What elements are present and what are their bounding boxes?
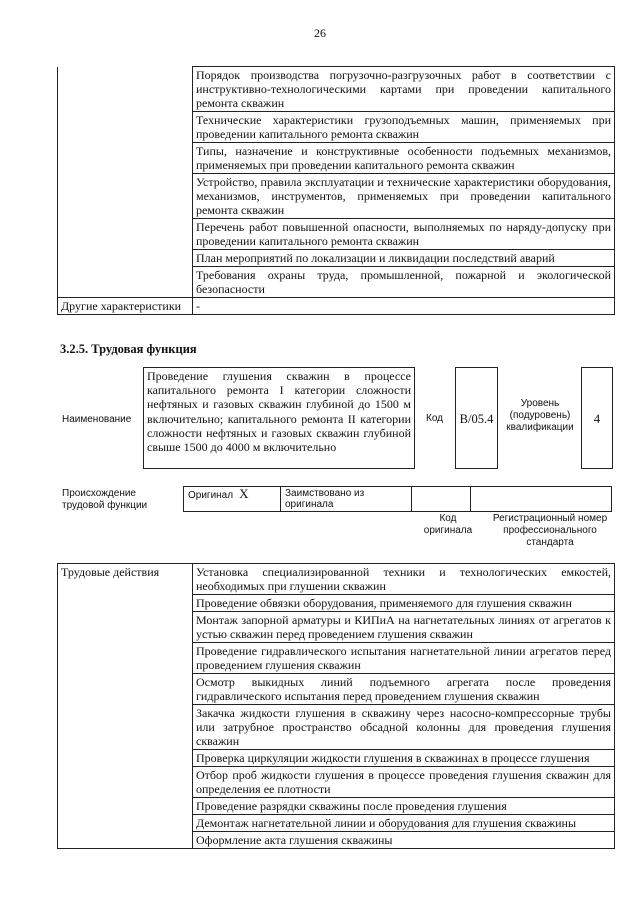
table-left-cell: [58, 67, 193, 298]
code-original-label: Код оригинала: [423, 513, 473, 536]
table-cell: Отбор проб жидкости глушения в процессе проведения глушения скважин для определения ее плотности: [193, 767, 615, 798]
table-cell: Проведение разрядки скважины после проведения глушения: [193, 798, 615, 815]
table-cell: Перечень работ повышенной опасности, выполняемых по наряду-допуску при проведении капитального ремонта скважин: [193, 219, 615, 250]
table-cell: Закачка жидкости глушения в скважину через насосно-компрессорные трубы или затрубное пространство обсадной колонны для проведения глушения скважин: [193, 705, 615, 750]
origin-table: [183, 486, 612, 512]
original-label: Оригинал: [188, 490, 234, 501]
code-label: Код: [426, 413, 444, 424]
table-cell: Проведение обвязки оборудования, применяемого для глушения скважин: [193, 595, 615, 612]
code-original-cell: [412, 487, 471, 512]
function-name-box: Проведение глушения скважин в процессе капитального ремонта I категории сложности нефтяных и газовых скважин глубиной до 1500 м включительно; капитального ремонта II категории сложности нефтяных и газовых скважин глубиной свыше 1500 до 4000 м включительно: [143, 367, 415, 469]
knowledge-table: [57, 66, 615, 315]
section-heading: 3.2.5. Трудовая функция: [60, 342, 197, 356]
code-box: B/05.4: [455, 367, 498, 469]
borrowed-cell: Заимствовано из оригинала: [281, 487, 412, 512]
table-cell: Оформление акта глушения скважины: [193, 832, 615, 849]
original-cell: [184, 487, 281, 512]
table-cell: План мероприятий по локализации и ликвидации последствий аварий: [193, 250, 615, 267]
level-box: 4: [581, 367, 613, 469]
table-cell: Установка специализированной техники и технологических емкостей, необходимых при глушении скважин: [193, 564, 615, 595]
table-cell: Монтаж запорной арматуры и КИПиА на нагнетательных линиях от агрегатов к устью скважин перед проведением глушения скважин: [193, 612, 615, 643]
table-row: [184, 487, 612, 512]
table-row: [58, 67, 615, 112]
page-number: 26: [314, 26, 326, 40]
table-cell: Требования охраны труда, промышленной, пожарной и экологической безопасности: [193, 267, 615, 298]
reg-number-cell: [471, 487, 612, 512]
table-cell: Демонтаж нагнетательной линии и оборудования для глушения скважины: [193, 815, 615, 832]
table-cell: Проведение гидравлического испытания нагнетательной линии агрегатов перед проведением глушения скважин: [193, 643, 615, 674]
table-cell: Проверка циркуляции жидкости глушения в скважинах в процессе глушения: [193, 750, 615, 767]
table-cell: Технические характеристики грузоподъемных машин, применяемых при проведении капитального ремонта скважин: [193, 112, 615, 143]
name-label: Наименование: [62, 414, 132, 425]
labor-actions-table: [57, 563, 615, 849]
table-cell: Осмотр выкидных линий подъемного агрегата после проведения гидравлического испытания перед проведением глушения скважин: [193, 674, 615, 705]
reg-number-label: Регистрационный номер профессионального стандарта: [492, 513, 608, 548]
level-label: Уровень (подуровень) квалификации: [506, 398, 574, 433]
other-characteristics-label: Другие характеристики: [58, 298, 193, 315]
table-cell: Порядок производства погрузочно-разгрузочных работ в соответствии с инструктивно-технологическими картами при проведении капитального ремонта скважин: [193, 67, 615, 112]
other-characteristics-value: -: [193, 298, 615, 315]
table-row: [58, 298, 615, 315]
origin-label: Происхождение трудовой функции: [62, 488, 148, 511]
labor-actions-label: Трудовые действия: [58, 564, 193, 849]
table-row: [58, 564, 615, 595]
original-mark: X: [239, 486, 249, 501]
table-cell: Типы, назначение и конструктивные особенности подъемных механизмов, применяемых при проведении капитального ремонта скважин: [193, 143, 615, 174]
table-cell: Устройство, правила эксплуатации и технические характеристики оборудования, механизмов, инструментов, применяемых при проведении капитального ремонта скважин: [193, 174, 615, 219]
